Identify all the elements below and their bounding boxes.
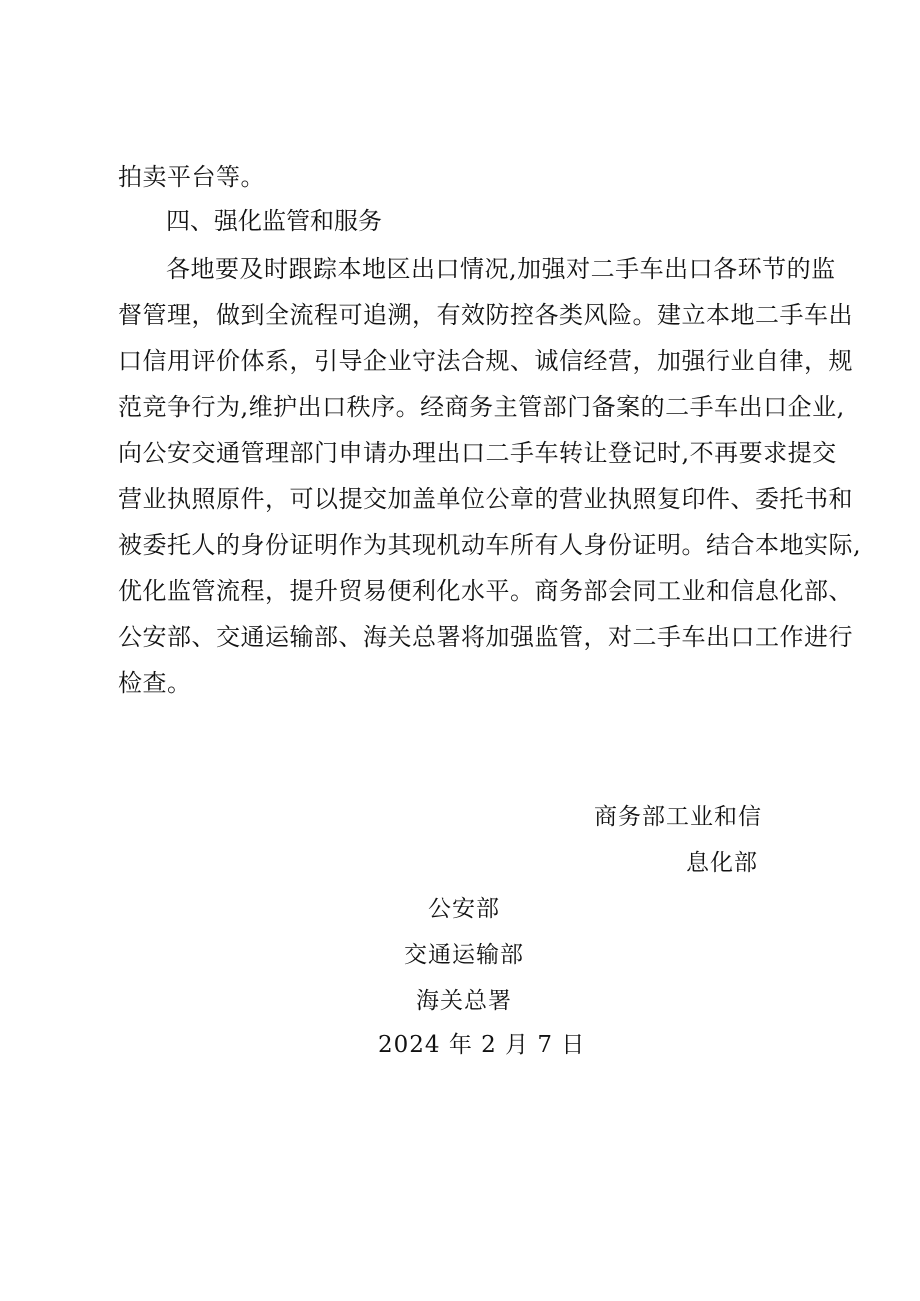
paragraph-line: 公安部、交通运输部、海关总署将加强监管，对二手车出口工作进行 bbox=[118, 623, 853, 651]
signatory-public-security: 公安部 bbox=[428, 896, 500, 922]
paragraph-line: 口信用评价体系，引导企业守法合规、诚信经营，加强行业自律，规 bbox=[118, 347, 853, 375]
signing-date: 2024 年 2 月 7 日 bbox=[378, 1032, 586, 1058]
paragraph-line: 督管理，做到全流程可追溯，有效防控各类风险。建立本地二手车出 bbox=[118, 301, 853, 329]
paragraph-line: 范竞争行为,维护出口秩序。经商务主管部门备案的二手车出口企业, bbox=[118, 393, 845, 421]
continuation-text: 拍卖平台等。 bbox=[118, 163, 265, 191]
paragraph-line: 被委托人的身份证明作为其现机动车所有人身份证明。结合本地实际, bbox=[118, 531, 862, 559]
paragraph-line: 营业执照原件，可以提交加盖单位公章的营业执照复印件、委托书和 bbox=[118, 485, 853, 513]
section-heading: 四、强化监管和服务 bbox=[166, 207, 382, 235]
signatory-commerce-miit-line2: 息化部 bbox=[686, 850, 758, 876]
paragraph-line: 检查。 bbox=[118, 669, 192, 697]
paragraph-line: 优化监管流程，提升贸易便利化水平。商务部会同工业和信息化部、 bbox=[118, 577, 853, 605]
paragraph-line: 向公安交通管理部门申请办理出口二手车转让登记时,不再要求提交 bbox=[118, 439, 837, 467]
paragraph-line: 各地要及时跟踪本地区出口情况,加强对二手车出口各环节的监 bbox=[166, 255, 836, 283]
signatory-transport: 交通运输部 bbox=[404, 942, 524, 968]
signatory-commerce-miit-line1: 商务部工业和信 bbox=[594, 804, 762, 830]
signatory-customs: 海关总署 bbox=[416, 988, 512, 1014]
